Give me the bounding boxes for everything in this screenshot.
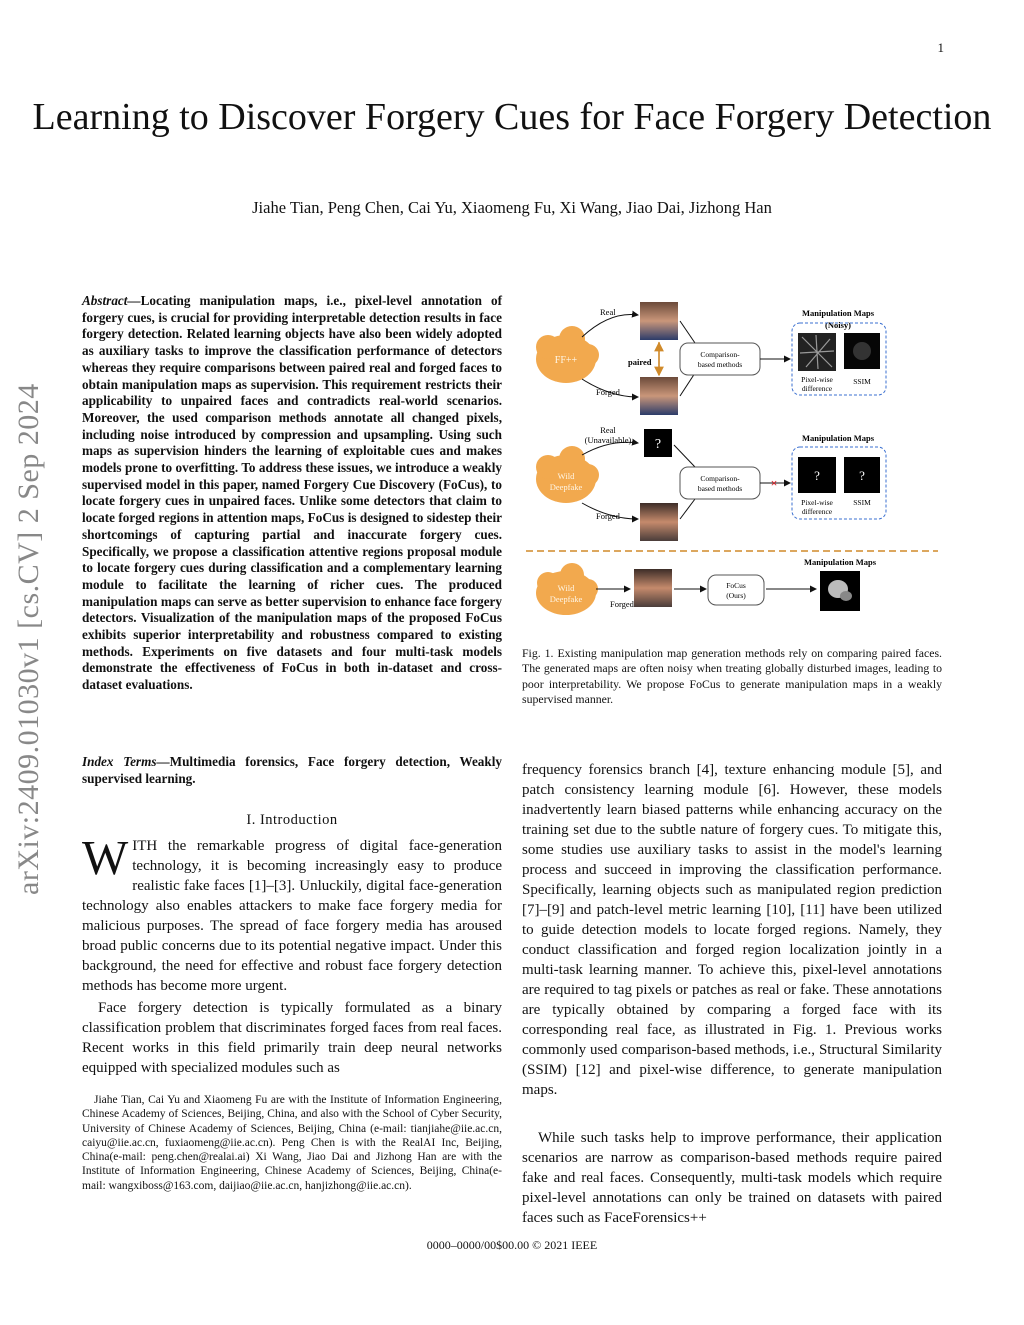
abstract xyxy=(82,293,502,694)
comparison-line1: Comparison- xyxy=(700,350,740,359)
copyright-line: 0000–0000/00$00.00 © 2021 IEEE xyxy=(426,1238,598,1252)
arxiv-stamp: arXiv:2409.01030v1 [cs.CV] 2 Sep 2024 xyxy=(12,383,45,895)
ssim-label-2: SSIM xyxy=(853,498,871,507)
real-unavailable-1: Real xyxy=(600,425,616,435)
real-label: Real xyxy=(600,307,616,317)
comparison-box-2 xyxy=(680,467,760,499)
focus-box xyxy=(708,575,764,605)
manip-maps-title-3: Manipulation Maps xyxy=(803,557,877,567)
focus-line1: FoCus xyxy=(726,581,746,590)
paired-label: paired xyxy=(628,357,652,367)
author-footnote: Jiahe Tian, Cai Yu and Xiaomeng Fu are with the Institute of Information Engineering, Chinese Academy of Sciences, Beijing, China, and also with the School of Cyber Security, University of Chinese Academy of Sciences, Beijing, China (e-mail: tianjiahe@iie.ac.cn, caiyu@iie.ac.cn, fuxiaomeng@iie.ac.cn). Peng Chen is with the RealAI Inc, Beijing, China(e-mail: peng.chen@realai.ai) Xi Wang, Jiao Dai and Jizhong Han are with the Institute of Information Engineering, Chinese Academy of Sciences, Beijing, China(e-mail: wangxiboss@163.com, daijiao@iie.ac.cn, hanjizhong@iie.ac.cn). xyxy=(82,1094,502,1192)
pixelwise-label-2b: difference xyxy=(801,507,833,516)
figure-caption: Fig. 1. Existing manipulation map generation methods rely on comparing paired faces. The generated maps are often noisy when treating globally disturbed images, leading to poor interpretability. We propose FoCus to generate manipulation maps in a weakly supervised manner. xyxy=(522,646,942,706)
wild-cloud-2 xyxy=(536,563,598,615)
manip-maps-title-1: Manipulation Maps xyxy=(801,308,875,318)
pixelwise-label-1b: difference xyxy=(801,384,833,393)
index-terms-text: Multimedia forensics, Face forgery detection, Weakly supervised learning. xyxy=(82,754,502,786)
abstract-label: Abstract— xyxy=(82,293,141,308)
wild-label-2a: Wild xyxy=(557,583,575,593)
intro-paragraph-1 xyxy=(82,830,502,996)
figure-1 xyxy=(520,293,944,629)
wild-forged-face-image xyxy=(640,503,678,541)
noisy-label: (Noisy) xyxy=(825,320,851,330)
right-paragraph-1: frequency forensics branch [4], texture enhancing module [5], and patch consistency learning module [6]. However, these models inadvertently learn biased patterns while enhancing accuracy on the training set due to the subtle nature of forgery cues. To mitigate this, some studies use auxiliary tasks to assist in the model's learning process and succeed in improving the classification performance. Specifically, learning objects such as manipulated region prediction [7]–[9] and patch-level metric learning [10], [11] have been utilized to guide detection models to locate forged regions. Namely, they conduct classification and forged region localization jointly in a multi-task learning manner. To achieve this, pixel-level annotations are required to tag pixels or patches as real or fake. These annotations are typically obtained by comparing a forged face with its corresponding real face, as illustrated in Fig. 1. Previous works commonly used comparison-based methods, i.e., Structural Similarity (SSIM) [12] and pixel-wise difference, to generate manipulation maps. xyxy=(522,762,942,1098)
comparison-2-line1: Comparison- xyxy=(700,474,740,483)
intro-paragraph-2: Face forgery detection is typically formulated as a binary classification problem that discriminates forged faces from real faces. Recent works in this field primarily train deep neural networks equipped with specialized modules such as xyxy=(82,1000,502,1076)
intro-paragraph-1-text: ITH the remarkable progress of digital face-generation technology, it is becoming increasingly easy to produce realistic fake faces [1]–[3]. Unluckily, digital face-generation technology also enables attackers to make face forgery media for malicious purposes. The spread of face forgery media has aroused broad public concerns due to its potential negative impact. Under this background, the need for effective and robust face forgery detection methods has become more urgent. xyxy=(82,838,502,994)
wild-label-1b: Deepfake xyxy=(549,482,583,492)
manip-maps-title-2: Manipulation Maps xyxy=(801,433,875,443)
comparison-2-line2: based methods xyxy=(697,484,743,493)
real-face-image xyxy=(640,302,678,340)
page-number: 1 xyxy=(937,40,944,55)
question-mark-3: ? xyxy=(859,468,865,483)
focus-input-face xyxy=(634,569,672,607)
wild-cloud-1 xyxy=(536,446,599,503)
forged-label-3: Forged xyxy=(610,599,634,609)
pixelwise-label-2a: Pixel-wise xyxy=(801,498,833,507)
paper-title: Learning to Discover Forgery Cues for Face Forgery Detection xyxy=(32,96,992,138)
forged-face-image xyxy=(640,377,678,415)
ffpp-cloud xyxy=(536,326,599,383)
author-list: Jiahe Tian, Peng Chen, Cai Yu, Xiaomeng Fu, Xi Wang, Jiao Dai, Jizhong Han xyxy=(252,198,772,217)
focus-line2: (Ours) xyxy=(726,591,746,600)
dropcap: W xyxy=(82,830,129,885)
right-paragraph-2: While such tasks help to improve performance, their application scenarios are narrow as comparison-based methods require paired fake and real faces. Consequently, multi-task models which require pixel-level annotations can only be trained on datasets with paired faces such as FaceForensics++ xyxy=(522,1130,942,1226)
forged-label: Forged xyxy=(596,387,620,397)
ssim-label-1: SSIM xyxy=(853,377,871,386)
index-terms xyxy=(82,754,502,787)
section-heading: I. Introduction xyxy=(246,812,338,828)
question-mark-2: ? xyxy=(814,468,820,483)
pixelwise-label-1a: Pixel-wise xyxy=(801,375,833,384)
index-terms-label: Index Terms— xyxy=(82,754,170,769)
forged-label-2: Forged xyxy=(596,511,620,521)
wild-label-1a: Wild xyxy=(557,471,575,481)
comparison-box xyxy=(680,343,760,375)
wild-label-2b: Deepfake xyxy=(549,594,583,604)
cross-mark: × xyxy=(770,476,778,490)
abstract-text: Locating manipulation maps, i.e., pixel-level annotation of forgery cues, is crucial for providing interpretable detection results in face forgery detection. Related learning objects have also been widely adopted as auxiliary tasks to improve the classification performance of detectors whereas they require comparisons between paired real and forged faces to obtain manipulation maps as supervision. This requirement restricts their applicability to unpaired faces and contradicts real-world scenarios. Moreover, the used comparison methods annotate all changed pixels, including noise introduced by compression and upsampling. Using such maps as supervision hinders the learning of exploitable cues and makes models prone to overfitting. To address these issues, we introduce a weakly supervised model in this paper, named Forgery Cue Discovery (FoCus), to locate forgery cues in unpaired faces. Unlike some detectors that claim to locate forged regions in attention maps, FoCus is designed to sidestep their shortcomings of capturing partial and inaccurate forgery cues. Specifically, we propose a classification attentive regions proposal module to locate forgery cues during classification and a complementary learning module to facilitate the learning of richer cues. The produced manipulation maps can serve as better supervision to enhance face forgery detectors. Visualization of the manipulation maps of the proposed FoCus exhibits superior interpretability and robustness compared to existing methods. Experiments on five datasets and four multi-task models demonstrate the effectiveness of FoCus in both in-dataset and cross-dataset evaluations. xyxy=(82,293,502,693)
comparison-line2: based methods xyxy=(697,360,743,369)
ffpp-label: FF++ xyxy=(554,355,578,366)
question-mark-1: ? xyxy=(654,437,662,452)
real-unavailable-2: (Unavailable) xyxy=(584,435,632,445)
